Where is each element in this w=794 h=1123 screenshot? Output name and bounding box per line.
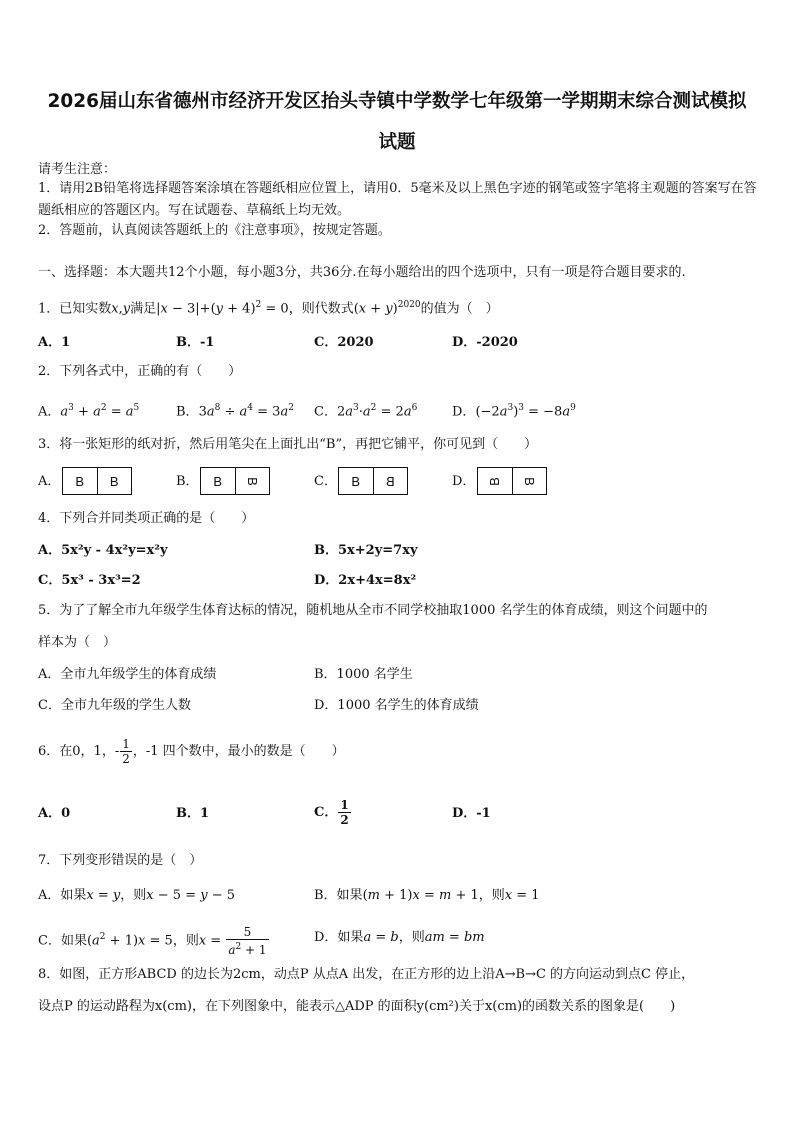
q3-c-left-letter: B — [351, 473, 361, 489]
q5-option-d: D．1000 名学生的体育成绩 — [314, 698, 479, 713]
q3-figure-b — [200, 467, 270, 495]
q7-option-d: D．如果a = b，则am = bm — [314, 930, 485, 945]
q7-option-a: A．如果x = y，则x − 5 = y − 5 — [38, 888, 236, 903]
q3-figure-d — [477, 467, 547, 495]
exam-title-line2: 试题 — [378, 132, 416, 153]
q1-option-b: B．-1 — [176, 335, 215, 350]
q7-option-c: C．如果$(a^2 + 1)x = 5$，则x = $\frac{5}{a^2 + 1}$ — [38, 924, 267, 957]
q6-option-a: A．0 — [38, 806, 71, 821]
q1-option-d: D．-2020 — [452, 335, 518, 350]
q3-a-left-letter: B — [75, 473, 85, 489]
q5-option-a: A．全市九年级学生的体育成绩 — [38, 667, 217, 682]
q6-option-d: D．-1 — [452, 806, 491, 821]
q2-option-a: A．$a^3 + a^2 = a^5$ — [38, 403, 140, 420]
question-8-stem-line2: 设点P 的运动路程为x(cm)，在下列图象中，能表示△ADP 的面积y(cm²)关于x(cm)的函数关系的图象是( ) — [38, 999, 676, 1014]
q4-option-a: A．5x²y - 4x²y=x²y — [38, 543, 168, 558]
q3-b-left-letter: B — [213, 473, 223, 489]
q3-d-right-letter: B — [521, 476, 537, 486]
q3-label-b: B． — [176, 474, 199, 489]
section-heading: 一、选择题：本大题共12个小题，每小题3分，共36分.在每小题给出的四个选项中，只有一项是符合题目要求的. — [38, 265, 686, 280]
q1-option-a: A．1 — [38, 335, 71, 350]
q3-d-left-letter: B — [487, 476, 503, 486]
q2-option-b: B．$3a^8 \div a^4 = 3a^2$ — [176, 403, 294, 420]
q3-label-c: C． — [314, 474, 337, 489]
q5-option-b: B．1000 名学生 — [314, 667, 413, 682]
exam-title-line1: 2026届山东省德州市经济开发区抬头寺镇中学数学七年级第一学期期末综合测试模拟 — [47, 91, 747, 112]
q1-option-c: C．2020 — [314, 335, 374, 350]
q2-option-c: C．$2a^3\cdot a^2 = 2a^6$ — [314, 403, 418, 420]
question-6-stem: 6．在0，1，- $\frac{1}{2}$ ，-1 四个数中，最小的数是（ ） — [38, 737, 345, 766]
q2-option-d: D．$(-2a^3)^3 = -8a^9$ — [452, 403, 576, 420]
question-4-stem: 4．下列合并同类项正确的是（ ） — [38, 511, 255, 526]
question-3-stem: 3．将一张矩形的纸对折，然后用笔尖在上面扎出“B”，再把它铺平，你可见到（ ） — [38, 437, 538, 452]
q6-option-b: B．1 — [176, 806, 210, 821]
q3-c-right-letter: B — [385, 473, 395, 489]
q3-label-d: D． — [452, 474, 476, 489]
notice-heading: 请考生注意： — [38, 162, 117, 177]
question-5-stem-line1: 5．为了了解全市九年级学生体育达标的情况，随机地从全市不同学校抽取1000 名学生的体育成绩，则这个问题中的 — [38, 603, 708, 618]
q7-option-b: B．如果(m + 1)x = m + 1，则x = 1 — [314, 888, 540, 903]
q4-option-d: D．2x+4x=8x² — [314, 573, 417, 588]
question-2-stem: 2．下列各式中，正确的有（ ） — [38, 364, 242, 379]
q4-option-c: C．5x³ - 3x³=2 — [38, 573, 141, 588]
q4-option-b: B．5x+2y=7xy — [314, 543, 418, 558]
notice-item-1: 1．请用2B铅笔将选择题答案涂填在答题纸相应位置上，请用0．5毫米及以上黑色字迹的钢笔或签字笔将主观题的答案写在答题纸相应的答题区内。写在试题卷、草稿纸上均无效。 — [38, 181, 757, 218]
question-5-stem-line2: 样本为（ ） — [38, 635, 117, 650]
q6-option-c: C． $\frac{1}{2}$ — [314, 798, 349, 827]
q3-figure-a — [62, 467, 132, 495]
question-8-stem-line1: 8．如图，正方形ABCD 的边长为2cm，动点P 从点A 出发，在正方形的边上沿A→B→C 的方向运动到点C 停止， — [38, 967, 695, 982]
q3-label-a: A． — [38, 474, 61, 489]
notice-item-2: 2．答题前，认真阅读答题纸上的《注意事项》，按规定答题。 — [38, 223, 391, 238]
q5-option-c: C．全市九年级的学生人数 — [38, 698, 191, 713]
question-1-stem: 1．已知实数x,y满足$|x - 3|+(y + 4)^2 = 0$，则代数式$(x + y)^{2020}$的值为（ ） — [38, 300, 499, 317]
q3-figure-c — [338, 467, 408, 495]
q3-a-right-letter: B — [97, 468, 132, 494]
q3-b-right-letter: B — [244, 476, 260, 486]
question-7-stem: 7．下列变形错误的是（ ） — [38, 853, 203, 868]
